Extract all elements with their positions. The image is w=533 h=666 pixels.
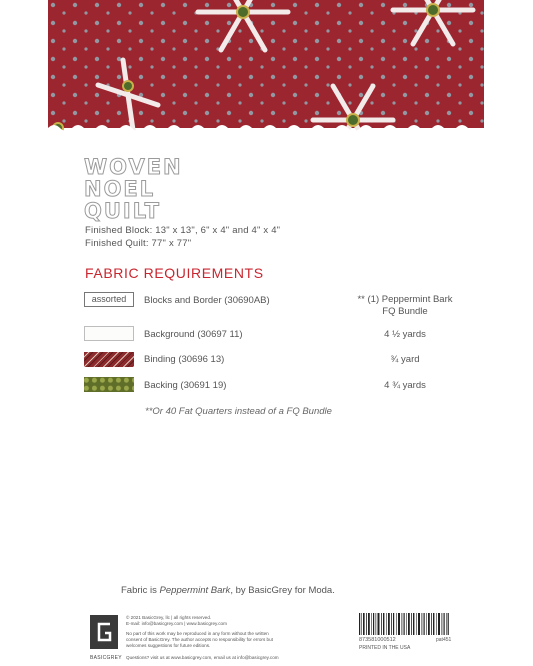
fq-bundle-note: **Or 40 Fat Quarters instead of a FQ Bundle	[145, 406, 332, 417]
printed-in-usa: PRINTED IN THE USA	[359, 645, 411, 651]
questions-line: Questions? visit us at www.basicgrey.com, email us at info@basicgrey.com	[126, 655, 279, 660]
contact-line: E-mail: info@basicgrey.com | www.basicgrey.com	[126, 621, 227, 626]
disclaimer-line-2: consent of BasicGrey. The author accepts no responsibility for errors but	[126, 637, 273, 642]
fabric-requirements-heading: FABRIC REQUIREMENTS	[85, 265, 264, 281]
assorted-swatch: assorted	[84, 292, 134, 307]
fabric-banner-image	[48, 0, 484, 138]
binding-swatch	[84, 352, 134, 367]
credit-prefix: Fabric is	[121, 585, 160, 596]
barcode-image	[359, 613, 449, 635]
logo-text: BASICGREY	[90, 655, 122, 661]
background-swatch	[84, 326, 134, 341]
title-line-1: WOVEN	[84, 155, 183, 179]
finished-quilt-spec: Finished Quilt: 77" x 77"	[85, 238, 192, 249]
title-line-3: QUILT	[84, 199, 161, 223]
pattern-code: pat451	[436, 637, 452, 643]
background-label: Background (30697 11)	[144, 329, 243, 340]
barcode-number: 873581000512	[359, 637, 396, 643]
backing-amount: 4 ¾ yards	[384, 380, 426, 391]
binding-label: Binding (30696 13)	[144, 354, 225, 365]
basicgrey-logo	[90, 615, 122, 661]
backing-swatch	[84, 377, 134, 392]
credit-fabric-name: Peppermint Bark	[159, 585, 231, 596]
blocks-border-amount: ** (1) Peppermint Bark FQ Bundle	[357, 294, 453, 317]
backing-label: Backing (30691 19)	[144, 380, 227, 391]
disclaimer-line-1: No part of this work may be reproduced in any form without the written	[126, 631, 269, 636]
fabric-credit	[121, 585, 335, 596]
copyright-text: © 2021 BasicGrey, llc | all rights reserved.	[126, 615, 212, 620]
finished-block-spec: Finished Block: 13" x 13", 6" x 4" and 4" x 4"	[85, 225, 281, 236]
credit-suffix: , by BasicGrey for Moda.	[230, 585, 335, 596]
background-amount: 4 ½ yards	[384, 329, 426, 340]
disclaimer-line-3: welcomes suggestions for future editions.	[126, 643, 211, 648]
title-line-2: NOEL	[84, 177, 156, 201]
binding-amount: ¾ yard	[390, 354, 420, 365]
blocks-border-label: Blocks and Border (30690AB)	[144, 295, 270, 306]
